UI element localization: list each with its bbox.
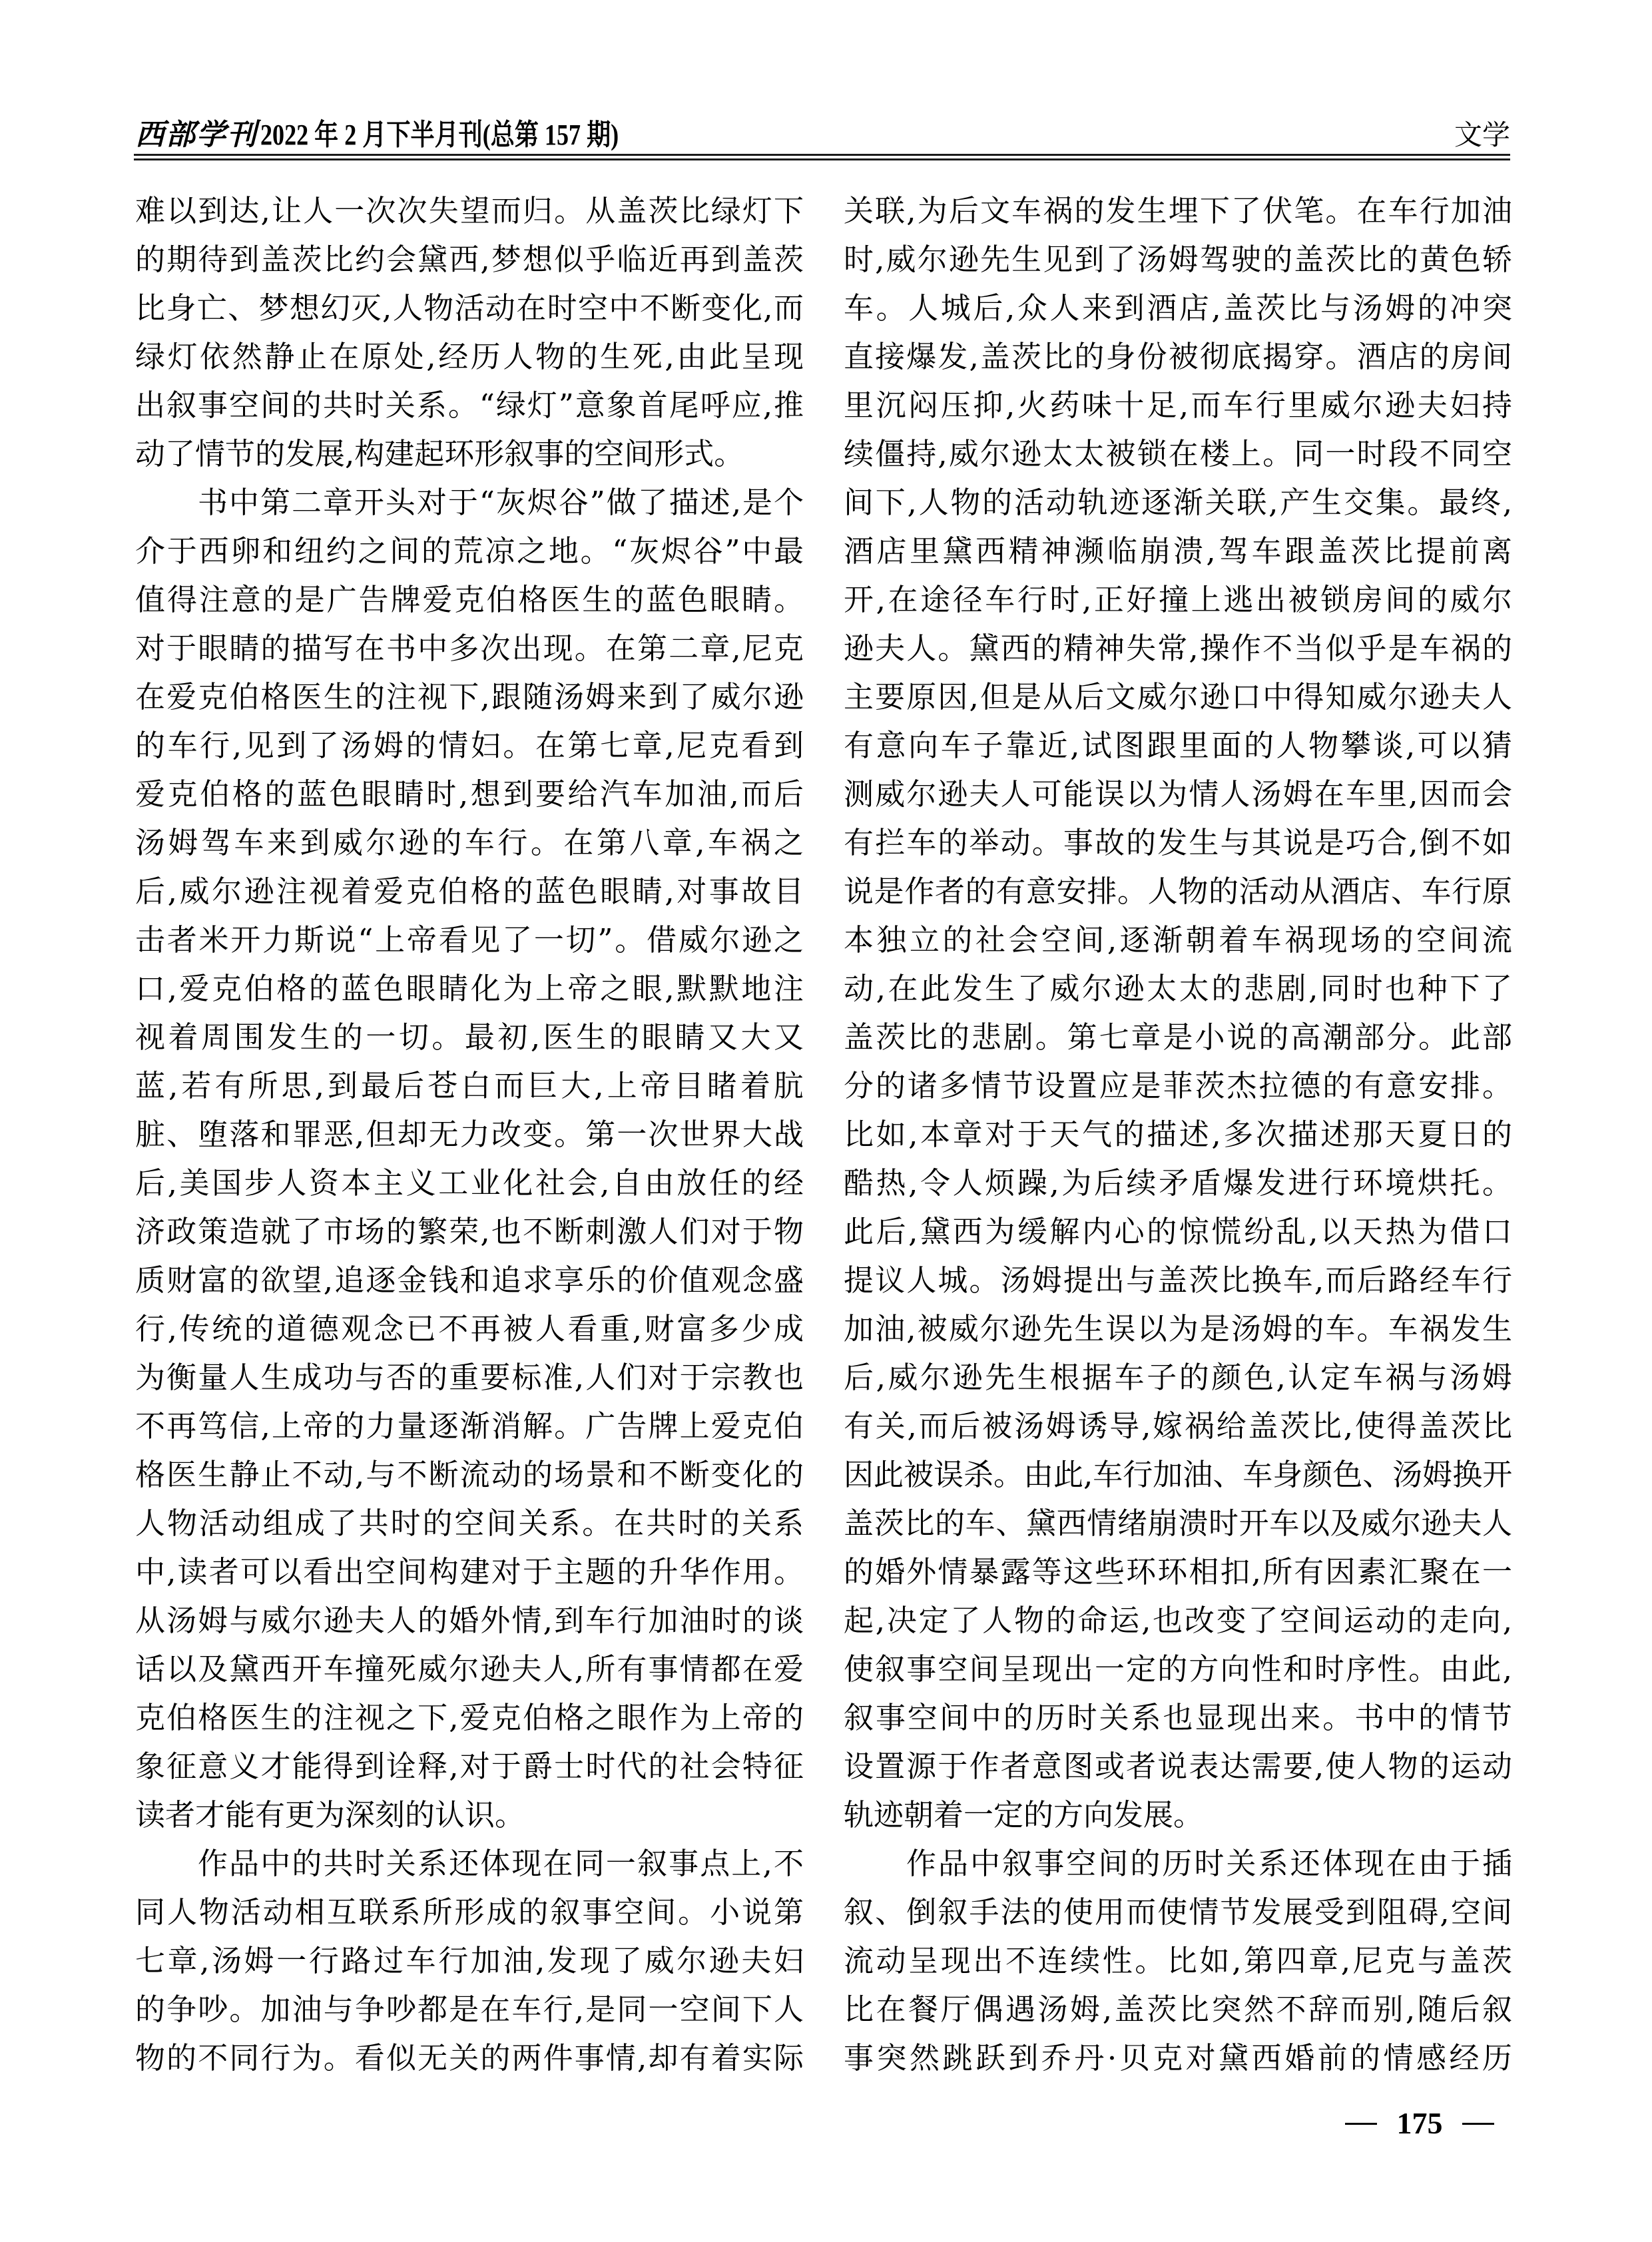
text-line: 动,在此发生了威尔逊太太的悲剧,同时也种下了 — [844, 971, 1512, 1006]
text-line: 出叙事空间的共时关系。“绿灯”意象首尾呼应,推 — [135, 388, 804, 423]
text-line: 格医生静止不动,与不断流动的场景和不断变化的 — [135, 1457, 804, 1492]
text-line: 主要原因,但是从后文威尔逊口中得知威尔逊夫人 — [844, 679, 1512, 714]
text-line: 轨迹朝着一定的方向发展。 — [844, 1797, 1204, 1832]
text-line: 中,读者可以看出空间构建对于主题的升华作用。 — [135, 1554, 804, 1589]
text-line: 事突然跳跃到乔丹·贝克对黛西婚前的情感经历 — [844, 2040, 1512, 2076]
text-line: 开,在途径车行时,正好撞上逃出被锁房间的威尔 — [844, 582, 1512, 617]
text-line: 盖茨比的车、黛西情绪崩溃时开车以及威尔逊夫人 — [844, 1506, 1512, 1541]
text-line: 脏、堕落和罪恶,但却无力改变。第一次世界大战 — [135, 1117, 804, 1152]
text-line: 里沉闷压抑,火药味十足,而车行里威尔逊夫妇持 — [844, 388, 1512, 423]
text-line: 书中第二章开头对于“灰烬谷”做了描述,是个 — [198, 485, 804, 520]
text-line: 读者才能有更为深刻的认识。 — [135, 1797, 525, 1832]
text-line: 测威尔逊夫人可能误以为情人汤姆在车里,因而会 — [844, 776, 1512, 812]
issue-info: 2022 年 2 月下半月刊(总第 157 期) — [260, 119, 619, 151]
text-line: 七章,汤姆一行路过车行加油,发现了威尔逊夫妇 — [135, 1943, 804, 1978]
page-footer — [1345, 2107, 1494, 2140]
text-line: 比身亡、梦想幻灭,人物活动在时空中不断变化,而 — [135, 290, 804, 326]
text-line: 行,传统的道德观念已不再被人看重,财富多少成 — [135, 1311, 804, 1346]
text-line: 后,威尔逊注视着爱克伯格的蓝色眼睛,对事故目 — [135, 874, 804, 909]
text-line: 克伯格医生的注视之下,爱克伯格之眼作为上帝的 — [135, 1700, 804, 1735]
text-line: 关联,为后文车祸的发生埋下了伏笔。在车行加油 — [844, 193, 1512, 228]
text-line: 有关,而后被汤姆诱导,嫁祸给盖茨比,使得盖茨比 — [844, 1408, 1512, 1444]
text-line: 逊夫人。黛西的精神失常,操作不当似乎是车祸的 — [844, 631, 1512, 666]
text-line: 同人物活动相互联系所形成的叙事空间。小说第 — [135, 1894, 804, 1930]
text-line: 的争吵。加油与争吵都是在车行,是同一空间下人 — [135, 1992, 804, 2027]
text-line: 续僵持,威尔逊太太被锁在楼上。同一时段不同空 — [844, 436, 1512, 471]
text-line: 不再笃信,上帝的力量逐渐消解。广告牌上爱克伯 — [135, 1408, 804, 1444]
text-line: 击者米开力斯说“上帝看见了一切”。借威尔逊之 — [135, 922, 804, 958]
paragraph — [844, 186, 1512, 1839]
text-line: 话以及黛西开车撞死威尔逊夫人,所有事情都在爱 — [135, 1651, 804, 1687]
text-line: 的期待到盖茨比约会黛西,梦想似乎临近再到盖茨 — [135, 242, 804, 277]
text-line: 视着周围发生的一切。最初,医生的眼睛又大又 — [135, 1019, 804, 1055]
text-line: 使叙事空间呈现出一定的方向性和时序性。由此, — [844, 1651, 1512, 1687]
paragraph — [135, 1839, 804, 2082]
text-line: 为衡量人生成功与否的重要标准,人们对于宗教也 — [135, 1360, 804, 1395]
text-line: 设置源于作者意图或者说表达需要,使人物的运动 — [844, 1749, 1512, 1784]
text-line: 说是作者的有意安排。人物的活动从酒店、车行原 — [844, 874, 1512, 909]
text-line: 人物活动组成了共时的空间关系。在共时的关系 — [135, 1506, 804, 1541]
text-line: 动了情节的发展,构建起环形叙事的空间形式。 — [135, 436, 744, 471]
text-line: 蓝,若有所思,到最后苍白而巨大,上帝目睹着肮 — [135, 1068, 804, 1103]
text-column-right — [844, 186, 1512, 2082]
text-line: 因此被误杀。由此,车行加油、车身颜色、汤姆换开 — [844, 1457, 1513, 1492]
text-line: 间下,人物的活动轨迹逐渐关联,产生交集。最终, — [844, 485, 1512, 520]
text-line: 在爱克伯格医生的注视下,跟随汤姆来到了威尔逊 — [135, 679, 804, 714]
text-line: 有拦车的举动。事故的发生与其说是巧合,倒不如 — [844, 825, 1512, 860]
journal-logo: 西部学刊 — [135, 118, 258, 152]
text-line: 起,决定了人物的命运,也改变了空间运动的走向, — [844, 1603, 1512, 1638]
text-line: 难以到达,让人一次次失望而归。从盖茨比绿灯下 — [135, 193, 804, 228]
text-line: 后,威尔逊先生根据车子的颜色,认定车祸与汤姆 — [844, 1360, 1512, 1395]
text-line: 时,威尔逊先生见到了汤姆驾驶的盖茨比的黄色轿 — [844, 242, 1512, 277]
text-line: 流动呈现出不连续性。比如,第四章,尼克与盖茨 — [844, 1943, 1512, 1978]
text-line: 济政策造就了市场的繁荣,也不断刺激人们对于物 — [135, 1214, 804, 1249]
text-line: 叙事空间中的历时关系也显现出来。书中的情节 — [844, 1700, 1512, 1735]
text-line: 直接爆发,盖茨比的身份被彻底揭穿。酒店的房间 — [844, 339, 1512, 374]
text-line: 车。人城后,众人来到酒店,盖茨比与汤姆的冲突 — [844, 290, 1512, 326]
text-line: 的车行,见到了汤姆的情妇。在第七章,尼克看到 — [135, 728, 804, 763]
text-line: 从汤姆与威尔逊夫人的婚外情,到车行加油时的谈 — [135, 1603, 804, 1638]
text-line: 象征意义才能得到诠释,对于爵士时代的社会特征 — [135, 1749, 804, 1784]
text-line: 本独立的社会空间,逐渐朝着车祸现场的空间流 — [844, 922, 1512, 958]
text-line: 物的不同行为。看似无关的两件事情,却有着实际 — [135, 2040, 804, 2076]
text-line: 汤姆驾车来到威尔逊的车行。在第八章,车祸之 — [135, 825, 804, 860]
text-line: 绿灯依然静止在原处,经历人物的生死,由此呈现 — [135, 339, 804, 374]
text-line: 有意向车子靠近,试图跟里面的人物攀谈,可以猜 — [844, 728, 1512, 763]
text-line: 作品中的共时关系还体现在同一叙事点上,不 — [198, 1846, 804, 1881]
page-number: 175 — [1396, 2106, 1443, 2140]
text-line: 比如,本章对于天气的描述,多次描述那天夏日的 — [844, 1117, 1512, 1152]
text-line: 值得注意的是广告牌爱克伯格医生的蓝色眼睛。 — [135, 582, 804, 617]
text-line: 叙、倒叙手法的使用而使情节发展受到阻碍,空间 — [844, 1894, 1512, 1930]
dash-right — [1462, 2123, 1494, 2125]
section-label: 文学 — [1454, 119, 1510, 151]
text-line: 质财富的欲望,追逐金钱和追求享乐的价值观念盛 — [135, 1262, 804, 1298]
paragraph — [135, 478, 804, 1839]
text-line: 加油,被威尔逊先生误以为是汤姆的车。车祸发生 — [844, 1311, 1512, 1346]
text-column-left — [135, 186, 804, 2082]
text-line: 介于西卵和纽约之间的荒凉之地。“灰烬谷”中最 — [135, 533, 804, 569]
text-line: 作品中叙事空间的历时关系还体现在由于插 — [906, 1846, 1512, 1881]
header-rule-bottom — [134, 158, 1510, 160]
text-line: 比在餐厅偶遇汤姆,盖茨比突然不辞而别,随后叙 — [844, 1992, 1512, 2027]
text-line: 后,美国步人资本主义工业化社会,自由放任的经 — [135, 1165, 804, 1201]
text-line: 爱克伯格的蓝色眼睛时,想到要给汽车加油,而后 — [135, 776, 804, 812]
header-rule-top — [134, 154, 1510, 156]
text-line: 酷热,令人烦躁,为后续矛盾爆发进行环境烘托。 — [844, 1165, 1512, 1201]
text-line: 酒店里黛西精神濒临崩溃,驾车跟盖茨比提前离 — [844, 533, 1512, 569]
text-line: 分的诸多情节设置应是菲茨杰拉德的有意安排。 — [844, 1068, 1512, 1103]
text-line: 提议人城。汤姆提出与盖茨比换车,而后路经车行 — [844, 1262, 1512, 1298]
text-line: 口,爱克伯格的蓝色眼睛化为上帝之眼,默默地注 — [135, 971, 804, 1006]
text-line: 的婚外情暴露等这些环环相扣,所有因素汇聚在一 — [844, 1554, 1512, 1589]
text-line: 盖茨比的悲剧。第七章是小说的高潮部分。此部 — [844, 1019, 1512, 1055]
paragraph — [135, 186, 804, 478]
dash-left — [1345, 2123, 1377, 2125]
text-line: 对于眼睛的描写在书中多次出现。在第二章,尼克 — [135, 631, 804, 666]
running-header — [135, 117, 697, 153]
text-line: 此后,黛西为缓解内心的惊慌纷乱,以天热为借口 — [844, 1214, 1512, 1249]
paragraph — [844, 1839, 1512, 2082]
